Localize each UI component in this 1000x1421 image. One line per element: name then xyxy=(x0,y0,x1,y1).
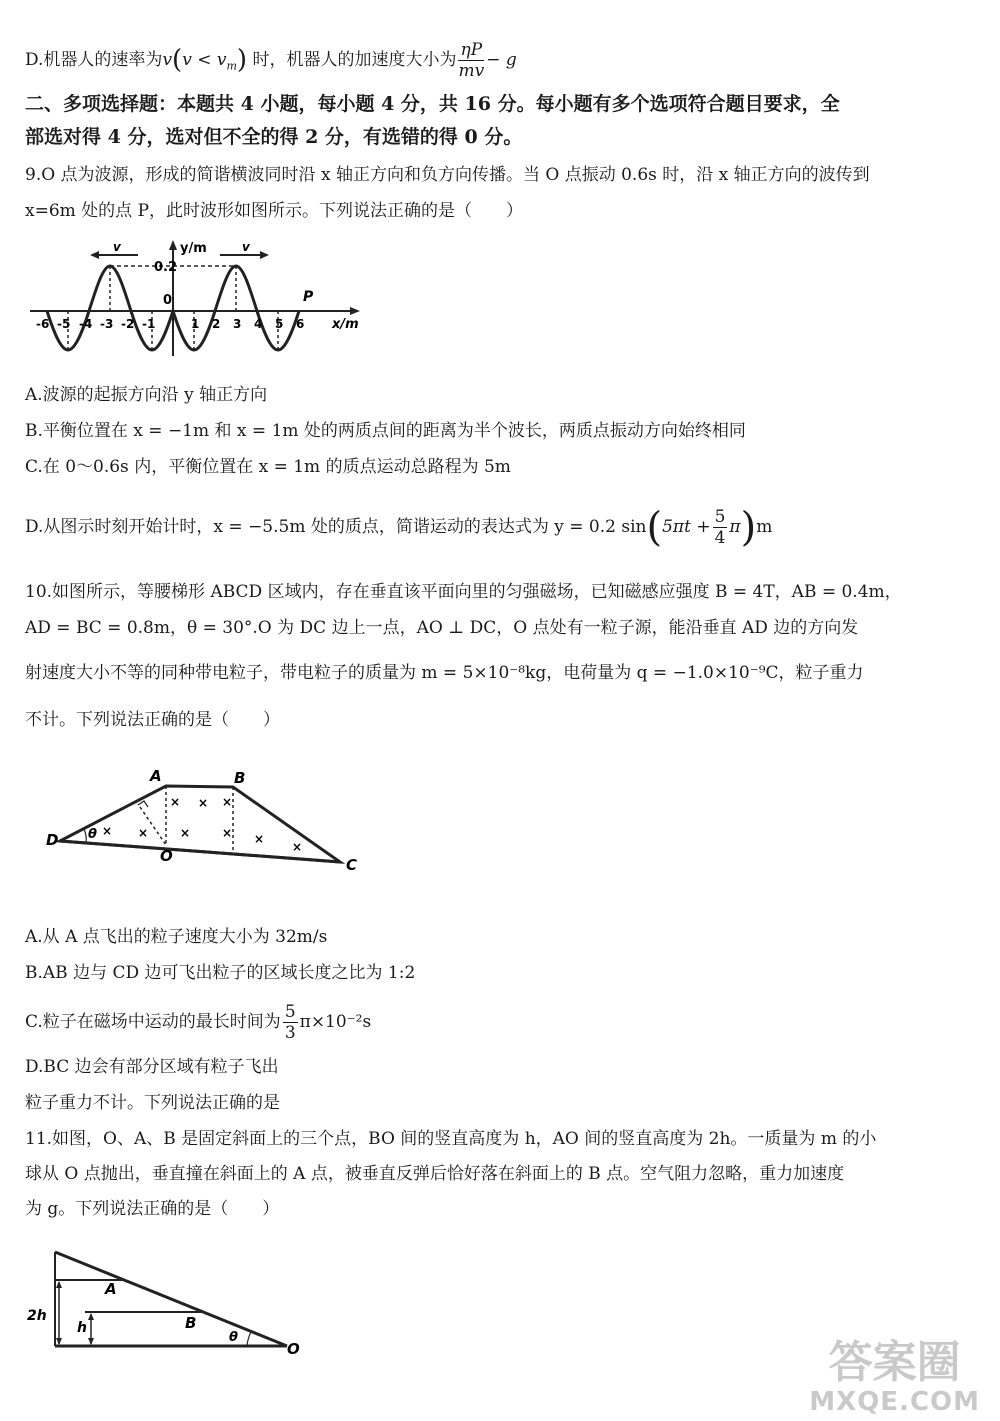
label-o: O xyxy=(160,847,173,865)
q8d-cond: v < v xyxy=(182,50,227,70)
q9d-open-paren: ( xyxy=(646,504,663,551)
watermark xyxy=(809,1339,980,1417)
label-2h: 2h xyxy=(27,1308,47,1324)
q10-stem-line4: 不计。下列说法正确的是（ ） xyxy=(25,710,280,730)
field-cross: × xyxy=(180,826,191,840)
q8d-cond-sub: m xyxy=(226,59,237,73)
q10-stem-line2: AD = BC = 0.8m，θ = 30°.O 为 DC 边上一点，AO ⊥ DC，O 点处有一粒子源，能沿垂直 AD 边的方向发 xyxy=(25,618,859,638)
q10c-num: 5 xyxy=(284,1002,296,1022)
q10c-tail: π×10⁻²s xyxy=(299,1012,372,1032)
q8d-den: mv xyxy=(458,61,485,81)
dim-2h-top-arrow-icon xyxy=(56,1281,62,1288)
q10c-prefix: C.粒子在磁场中运动的最长时间为 xyxy=(25,1012,281,1032)
field-cross: × xyxy=(102,824,113,838)
q9-stem-line2: x=6m 处的点 P，此时波形如图所示。下列说法正确的是（ ） xyxy=(25,201,524,221)
incline-line xyxy=(55,1252,287,1346)
tick-label: 5 xyxy=(275,317,284,331)
theta-arc xyxy=(247,1332,251,1346)
v-right-label: v xyxy=(242,240,250,254)
tick-label: 1 xyxy=(191,317,200,331)
tick-label: -5 xyxy=(57,317,71,331)
q9-option-c: C.在 0～0.6s 内，平衡位置在 x = 1m 的质点运动总路程为 5m xyxy=(25,457,511,477)
label-b: B xyxy=(185,1314,197,1332)
field-cross: × xyxy=(222,795,233,809)
theta-arc xyxy=(84,829,86,843)
point-p-label: P xyxy=(303,289,314,305)
q9-option-b: B.平衡位置在 x = −1m 和 x = 1m 处的两质点间的距离为半个波长，两质点振动方向始终相同 xyxy=(25,421,746,441)
amplitude-label: 0.2 xyxy=(154,260,178,275)
dim-h-top-arrow-icon xyxy=(88,1313,94,1320)
q10-option-c xyxy=(25,1002,371,1043)
label-a: A xyxy=(105,1280,117,1298)
tick-label: -3 xyxy=(100,317,114,331)
field-cross: × xyxy=(292,840,303,854)
q10c-fraction xyxy=(283,1002,298,1043)
x-axis-arrow-icon xyxy=(350,307,360,315)
x-axis-label: x/m xyxy=(332,317,359,332)
label-o: O xyxy=(287,1340,300,1358)
q11-stem-line1: 11.如图，O、A、B 是固定斜面上的三个点，BO 间的竖直高度为 h，AO 间的竖直高度为 2h。一质量为 m 的小 xyxy=(25,1129,877,1149)
q9-stem-line1: 9.O 点为波源，形成的简谐横波同时沿 x 轴正方向和负方向传播。当 O 点振动 0.6s 时，沿 x 轴正方向的波传到 xyxy=(25,165,870,185)
q9d-prefix: D.从图示时刻开始计时，x = −5.5m 处的质点，简谐运动的表达式为 y = 0.2 sin xyxy=(25,517,647,537)
field-cross: × xyxy=(198,796,209,810)
q9-option-d xyxy=(25,504,773,551)
origin-label: 0 xyxy=(163,293,173,308)
y-axis-label: y/m xyxy=(180,241,207,256)
label-a: A xyxy=(150,767,162,785)
tick-label: -4 xyxy=(79,317,93,331)
q9d-den: 4 xyxy=(714,528,726,548)
q8-option-d: D.机器人的速率为$v(v < v_m)$ 时，机器人的加速度大小为 $\frac{\eta P}{mv}$ − g xyxy=(25,40,517,81)
dim-h-bottom-arrow-icon xyxy=(88,1338,94,1345)
q10-option-a: A.从 A 点飞出的粒子速度大小为 32m/s xyxy=(25,927,328,947)
tick-label: -6 xyxy=(36,317,50,331)
q9d-pi: π xyxy=(729,517,741,537)
dim-2h-bottom-arrow-icon xyxy=(56,1338,62,1345)
field-cross: × xyxy=(222,826,233,840)
q11-slope-figure xyxy=(25,1248,315,1363)
q10-option-b: B.AB 边与 CD 边可飞出粒子的区域长度之比为 1:2 xyxy=(25,963,416,983)
q8d-mid: 时，机器人的加速度大小为 xyxy=(252,50,457,70)
v-left-label: v xyxy=(113,240,121,254)
label-d: D xyxy=(46,831,59,849)
arrow-left-icon xyxy=(90,251,99,259)
tick-label: 2 xyxy=(212,317,221,331)
label-theta: θ xyxy=(229,1330,238,1345)
q8d-prefix: D.机器人的速率为 xyxy=(25,50,163,70)
watermark-text-url: MXQE.COM xyxy=(809,1387,980,1417)
q10-stem-line1: 10.如图所示，等腰梯形 ABCD 区域内，存在垂直该平面向里的匀强磁场，已知磁感应强度 B = 4T，AB = 0.4m， xyxy=(25,582,902,602)
q8d-fraction xyxy=(458,40,484,81)
label-h: h xyxy=(77,1320,87,1336)
q9d-unit: m xyxy=(756,517,773,537)
right-angle-mark xyxy=(138,801,148,807)
tick-label: -2 xyxy=(121,317,135,331)
y-axis-arrow-icon xyxy=(169,240,177,250)
q8d-num: ηP xyxy=(458,40,484,61)
section2-title-line2: 部选对得 4 分，选对但不全的得 2 分，有选错的得 0 分。 xyxy=(25,126,523,148)
q8d-v: v xyxy=(162,50,173,70)
q10-extra-line: 粒子重力不计。下列说法正确的是 xyxy=(25,1093,280,1113)
tick-label: 4 xyxy=(254,317,263,331)
q10c-den: 3 xyxy=(284,1023,296,1043)
q9-wave-figure xyxy=(20,238,370,363)
q11-stem-line3: 为 g。下列说法正确的是（ ） xyxy=(25,1199,280,1219)
q11-stem-line2: 球从 O 点抛出，垂直撞在斜面上的 A 点，被垂直反弹后恰好落在斜面上的 B 点。空气阻力忽略，重力加速度 xyxy=(25,1164,845,1184)
tick-label: -1 xyxy=(142,317,156,331)
q9d-phase: 5πt + xyxy=(662,517,711,537)
label-b: B xyxy=(234,769,246,787)
label-c: C xyxy=(346,856,358,874)
q9d-fraction xyxy=(713,507,728,548)
q9d-close-paren: ) xyxy=(740,504,757,551)
label-theta: θ xyxy=(88,827,97,842)
q9-option-a: A.波源的起振方向沿 y 轴正方向 xyxy=(25,385,268,405)
q10-trapezoid-figure xyxy=(40,765,380,877)
tick-label: 6 xyxy=(296,317,305,331)
tick-label: 3 xyxy=(233,317,242,331)
watermark-text-cn: 答案圈 xyxy=(828,1337,961,1388)
field-cross: × xyxy=(254,832,265,846)
q9d-num: 5 xyxy=(714,507,726,527)
arrow-right-icon xyxy=(260,251,269,259)
field-cross: × xyxy=(138,826,149,840)
q10-option-d: D.BC 边会有部分区域有粒子飞出 xyxy=(25,1057,279,1077)
section2-title-line1: 二、多项选择题：本题共 4 小题，每小题 4 分，共 16 分。每小题有多个选项符合题目要求，全 xyxy=(25,93,840,115)
field-cross: × xyxy=(170,795,181,809)
q8d-tail: − g xyxy=(486,50,517,70)
q10-stem-line3: 射速度大小不等的同种带电粒子，带电粒子的质量为 m = 5×10⁻⁸kg，电荷量为 q = −1.0×10⁻⁹C，粒子重力 xyxy=(25,663,864,683)
